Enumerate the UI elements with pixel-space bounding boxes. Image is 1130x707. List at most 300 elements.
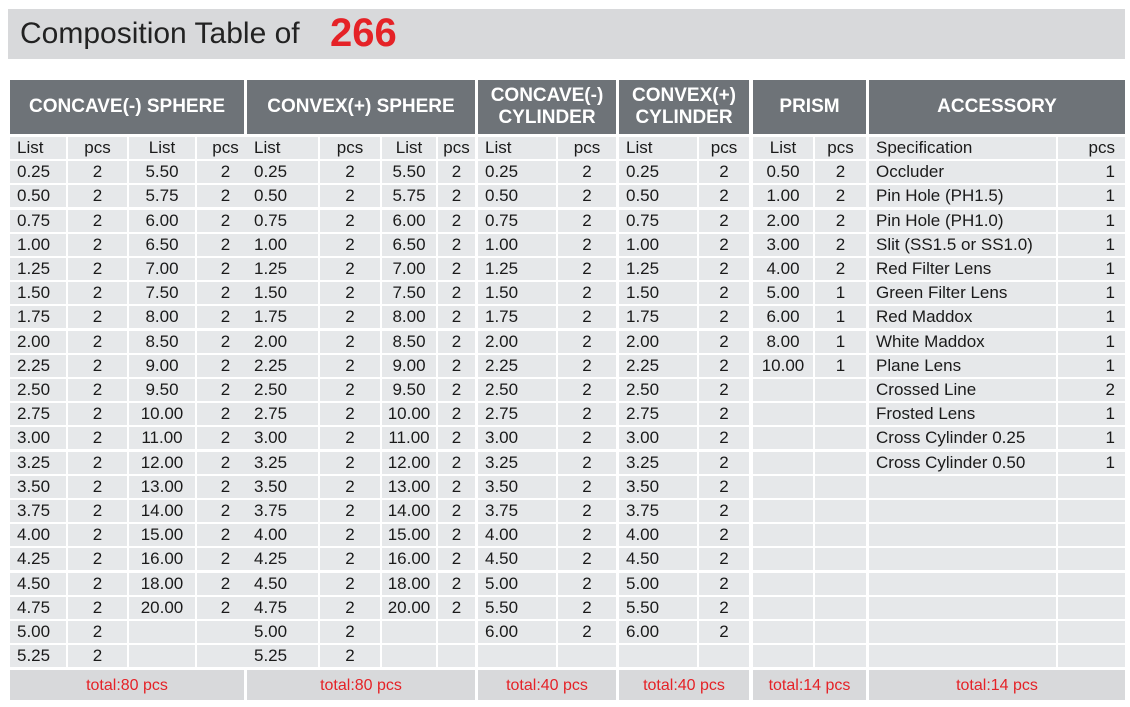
table-cell: 7.50 xyxy=(382,282,436,304)
table-cell: 1 xyxy=(1058,161,1125,183)
table-cell: 2 xyxy=(699,331,749,353)
table-cell: 2.75 xyxy=(10,403,66,425)
table-cell: 8.50 xyxy=(129,331,195,353)
table-cell: 2 xyxy=(197,331,254,353)
section-total: total:40 pcs xyxy=(619,670,749,700)
table-cell: 2 xyxy=(699,258,749,280)
table-cell: 2 xyxy=(699,597,749,619)
table-cell xyxy=(1058,476,1125,498)
table-cell: 2 xyxy=(699,210,749,232)
table-cell: 3.75 xyxy=(619,500,697,522)
table-cell: 2.50 xyxy=(247,379,318,401)
table-cell: 0.50 xyxy=(10,185,66,207)
table-cell: 2 xyxy=(68,476,127,498)
table-cell: 5.00 xyxy=(10,621,66,643)
table-cell: 2 xyxy=(68,331,127,353)
table-cell: 20.00 xyxy=(382,597,436,619)
table-cell xyxy=(815,379,866,401)
table-cell: 5.75 xyxy=(382,185,436,207)
table-cell: Pin Hole (PH1.0) xyxy=(869,210,1056,232)
column-header: pcs xyxy=(1058,137,1125,159)
page-title: Composition Table of xyxy=(20,17,300,50)
table-cell: 2 xyxy=(197,282,254,304)
table-cell: 1.75 xyxy=(478,306,556,328)
table-cell xyxy=(869,476,1056,498)
table-cell: 3.75 xyxy=(247,500,318,522)
table-cell: 2 xyxy=(197,234,254,256)
table-cell: 3.25 xyxy=(478,452,556,474)
table-cell: 12.00 xyxy=(129,452,195,474)
table-cell xyxy=(869,524,1056,546)
section-accessory xyxy=(869,80,1125,700)
table-cell xyxy=(1058,500,1125,522)
table-cell: 3.75 xyxy=(478,500,556,522)
table-cell: 2 xyxy=(320,234,380,256)
table-cell: 10.00 xyxy=(382,403,436,425)
table-cell: 2 xyxy=(558,161,616,183)
table-cell xyxy=(753,524,813,546)
table-cell: 2 xyxy=(197,524,254,546)
table-cell: 2 xyxy=(68,282,127,304)
table-cell: 11.00 xyxy=(129,427,195,449)
table-cell: 5.75 xyxy=(129,185,195,207)
table-cell: 2 xyxy=(68,621,127,643)
table-cell xyxy=(753,645,813,667)
section-header: CONVEX(+) SPHERE xyxy=(247,80,475,134)
table-cell: 1.00 xyxy=(619,234,697,256)
table-cell: 1 xyxy=(1058,306,1125,328)
table-cell xyxy=(815,500,866,522)
table-cell: 3.25 xyxy=(247,452,318,474)
table-cell: 2.75 xyxy=(619,403,697,425)
table-cell: 1 xyxy=(815,282,866,304)
table-cell: 0.50 xyxy=(247,185,318,207)
table-cell: 1 xyxy=(1058,185,1125,207)
section-total: total:14 pcs xyxy=(753,670,866,700)
table-cell: 2 xyxy=(438,476,475,498)
table-cell: 1 xyxy=(1058,355,1125,377)
table-cell: 2 xyxy=(438,258,475,280)
table-cell xyxy=(1058,524,1125,546)
table-cell: 2 xyxy=(320,452,380,474)
table-cell: 2 xyxy=(558,185,616,207)
table-cell: 3.25 xyxy=(10,452,66,474)
table-cell: 2 xyxy=(320,282,380,304)
table-cell: 2 xyxy=(68,645,127,667)
table-cell: 2 xyxy=(558,597,616,619)
table-cell: 2 xyxy=(320,185,380,207)
table-cell: 4.50 xyxy=(247,573,318,595)
table-cell: 2 xyxy=(815,161,866,183)
table-cell: 2 xyxy=(438,210,475,232)
table-cell: 9.00 xyxy=(382,355,436,377)
section-total: total:80 pcs xyxy=(247,670,475,700)
table-cell: 2 xyxy=(68,597,127,619)
table-cell: 6.00 xyxy=(382,210,436,232)
table-cell: 2.00 xyxy=(247,331,318,353)
table-cell: 2 xyxy=(197,573,254,595)
table-cell: 1 xyxy=(815,306,866,328)
table-cell: 1 xyxy=(1058,452,1125,474)
table-cell: 1 xyxy=(1058,234,1125,256)
table-cell: 2 xyxy=(438,379,475,401)
table-cell: 4.25 xyxy=(10,548,66,570)
table-cell: 2 xyxy=(320,427,380,449)
table-cell: 4.75 xyxy=(247,597,318,619)
table-cell: 2 xyxy=(320,258,380,280)
table-cell xyxy=(129,621,195,643)
section-header: CONCAVE(-) SPHERE xyxy=(10,80,244,134)
table-cell: 5.25 xyxy=(247,645,318,667)
table-cell: 2 xyxy=(68,210,127,232)
column-header: pcs xyxy=(438,137,475,159)
column-header: pcs xyxy=(197,137,254,159)
column-header: List xyxy=(129,137,195,159)
section-total: total:80 pcs xyxy=(10,670,244,700)
table-cell: 2 xyxy=(1058,379,1125,401)
table-cell: 2 xyxy=(320,355,380,377)
table-cell: 2 xyxy=(438,427,475,449)
table-cell: 1.00 xyxy=(10,234,66,256)
table-cell: 2 xyxy=(699,306,749,328)
table-cell: 2 xyxy=(197,548,254,570)
table-cell: 2 xyxy=(320,403,380,425)
table-cell: 1.25 xyxy=(478,258,556,280)
table-cell: 2 xyxy=(197,379,254,401)
column-header: pcs xyxy=(68,137,127,159)
section-concave-sphere xyxy=(10,80,244,700)
table-cell: 2 xyxy=(320,210,380,232)
table-cell: 2 xyxy=(68,185,127,207)
table-cell: 7.50 xyxy=(129,282,195,304)
table-cell xyxy=(815,427,866,449)
table-cell xyxy=(558,645,616,667)
table-cell: 2 xyxy=(320,306,380,328)
table-cell: 2 xyxy=(438,306,475,328)
table-cell: 8.00 xyxy=(382,306,436,328)
column-header: pcs xyxy=(558,137,616,159)
table-cell: 1.50 xyxy=(247,282,318,304)
table-cell: 4.00 xyxy=(247,524,318,546)
table-cell xyxy=(753,500,813,522)
table-cell xyxy=(619,645,697,667)
table-cell: 2 xyxy=(320,597,380,619)
table-cell: 2 xyxy=(197,427,254,449)
table-cell: 4.50 xyxy=(478,548,556,570)
column-header: Specification xyxy=(869,137,1056,159)
table-cell: 2.50 xyxy=(478,379,556,401)
table-cell: 4.75 xyxy=(10,597,66,619)
table-cell: 2 xyxy=(815,185,866,207)
table-cell xyxy=(438,645,475,667)
table-cell: 2 xyxy=(558,427,616,449)
table-cell: 4.00 xyxy=(753,258,813,280)
table-cell xyxy=(753,427,813,449)
table-cell: 13.00 xyxy=(129,476,195,498)
table-cell: 2 xyxy=(438,282,475,304)
table-cell: 13.00 xyxy=(382,476,436,498)
table-cell: 1 xyxy=(1058,282,1125,304)
table-cell: 3.00 xyxy=(753,234,813,256)
table-cell: 2 xyxy=(558,355,616,377)
table-cell xyxy=(753,621,813,643)
column-header: List xyxy=(10,137,66,159)
table-cell xyxy=(197,645,254,667)
table-cell xyxy=(753,403,813,425)
table-cell: 2.25 xyxy=(619,355,697,377)
table-cell: 1.50 xyxy=(10,282,66,304)
table-cell: Green Filter Lens xyxy=(869,282,1056,304)
table-cell: 5.50 xyxy=(382,161,436,183)
section-total: total:40 pcs xyxy=(478,670,616,700)
table-cell: 1.50 xyxy=(478,282,556,304)
table-cell xyxy=(753,452,813,474)
table-cell: 2 xyxy=(197,452,254,474)
table-cell: 2 xyxy=(320,573,380,595)
table-cell: 1 xyxy=(1058,258,1125,280)
table-cell: 1 xyxy=(815,355,866,377)
table-cell: 2 xyxy=(699,573,749,595)
table-cell: 2 xyxy=(699,427,749,449)
table-cell: 1.75 xyxy=(619,306,697,328)
table-cell xyxy=(753,476,813,498)
table-cell: 2 xyxy=(438,524,475,546)
table-cell xyxy=(129,645,195,667)
column-header: pcs xyxy=(320,137,380,159)
table-cell: 5.00 xyxy=(753,282,813,304)
table-cell: 18.00 xyxy=(129,573,195,595)
table-cell xyxy=(438,621,475,643)
table-cell xyxy=(1058,645,1125,667)
table-cell: 1 xyxy=(1058,403,1125,425)
column-header: pcs xyxy=(699,137,749,159)
table-cell xyxy=(753,597,813,619)
table-cell: 2 xyxy=(320,331,380,353)
table-cell: 2 xyxy=(438,234,475,256)
table-cell: 6.00 xyxy=(619,621,697,643)
table-cell: 2 xyxy=(68,306,127,328)
column-header: List xyxy=(619,137,697,159)
table-cell: 2 xyxy=(68,524,127,546)
table-cell: 5.00 xyxy=(247,621,318,643)
table-cell: 2 xyxy=(558,452,616,474)
table-cell: 5.25 xyxy=(10,645,66,667)
table-cell: 2 xyxy=(320,379,380,401)
section-total: total:14 pcs xyxy=(869,670,1125,700)
table-cell: 2 xyxy=(197,306,254,328)
table-cell: 2 xyxy=(197,500,254,522)
table-cell: 2 xyxy=(699,379,749,401)
table-cell: 5.50 xyxy=(129,161,195,183)
table-cell: 2 xyxy=(320,621,380,643)
table-cell: 2 xyxy=(699,452,749,474)
table-cell: 14.00 xyxy=(129,500,195,522)
table-cell xyxy=(815,597,866,619)
table-cell: 1 xyxy=(1058,427,1125,449)
table-cell: 3.75 xyxy=(10,500,66,522)
table-cell: 2.25 xyxy=(478,355,556,377)
table-cell: 2 xyxy=(68,452,127,474)
table-cell: 2 xyxy=(320,161,380,183)
column-header: List xyxy=(382,137,436,159)
section-concave-cylinder xyxy=(478,80,616,700)
table-cell: 2 xyxy=(699,476,749,498)
table-cell: 3.00 xyxy=(478,427,556,449)
table-cell: 1 xyxy=(1058,331,1125,353)
table-cell: 8.00 xyxy=(129,306,195,328)
table-cell: 2 xyxy=(699,621,749,643)
table-cell: 1.50 xyxy=(619,282,697,304)
column-header: List xyxy=(478,137,556,159)
table-cell: 11.00 xyxy=(382,427,436,449)
table-cell: 1.00 xyxy=(247,234,318,256)
table-cell: 4.00 xyxy=(619,524,697,546)
table-cell: 6.00 xyxy=(478,621,556,643)
table-cell xyxy=(753,379,813,401)
table-cell: 2 xyxy=(699,355,749,377)
table-cell: 6.00 xyxy=(753,306,813,328)
table-cell: 2.50 xyxy=(10,379,66,401)
table-cell: 5.00 xyxy=(478,573,556,595)
table-cell: 2 xyxy=(699,548,749,570)
table-cell: 9.50 xyxy=(129,379,195,401)
section-header: CONCAVE(-) CYLINDER xyxy=(478,80,616,134)
table-cell: 1.25 xyxy=(247,258,318,280)
table-cell: 2 xyxy=(438,403,475,425)
table-cell: 12.00 xyxy=(382,452,436,474)
table-cell: 2 xyxy=(197,210,254,232)
table-cell: 6.00 xyxy=(129,210,195,232)
table-cell xyxy=(869,597,1056,619)
table-cell: 2.00 xyxy=(478,331,556,353)
table-cell: 2 xyxy=(68,548,127,570)
table-cell: 2 xyxy=(558,524,616,546)
table-cell: 2 xyxy=(558,258,616,280)
table-cell: 2 xyxy=(68,161,127,183)
table-cell: 3.50 xyxy=(10,476,66,498)
table-cell: 2 xyxy=(197,185,254,207)
table-cell: 2 xyxy=(320,548,380,570)
table-cell: 18.00 xyxy=(382,573,436,595)
table-cell: 2 xyxy=(438,500,475,522)
table-cell xyxy=(753,548,813,570)
table-cell xyxy=(1058,621,1125,643)
table-cell: 2 xyxy=(197,355,254,377)
table-cell: 2 xyxy=(558,282,616,304)
table-cell: 15.00 xyxy=(382,524,436,546)
table-cell: Frosted Lens xyxy=(869,403,1056,425)
table-cell: 4.00 xyxy=(478,524,556,546)
table-cell: 2 xyxy=(558,234,616,256)
table-cell: 1.25 xyxy=(619,258,697,280)
section-header: ACCESSORY xyxy=(869,80,1125,134)
table-cell: 3.00 xyxy=(247,427,318,449)
table-cell: Plane Lens xyxy=(869,355,1056,377)
title-bar xyxy=(8,9,1125,59)
table-cell: 3.50 xyxy=(478,476,556,498)
table-cell: 2 xyxy=(699,403,749,425)
table-cell: 1.25 xyxy=(10,258,66,280)
column-header: List xyxy=(753,137,813,159)
table-cell: 0.25 xyxy=(619,161,697,183)
table-cell: 2 xyxy=(68,379,127,401)
table-cell: 0.25 xyxy=(10,161,66,183)
table-cell: 1.00 xyxy=(478,234,556,256)
table-cell: 3.00 xyxy=(10,427,66,449)
table-cell xyxy=(382,645,436,667)
table-cell: Cross Cylinder 0.50 xyxy=(869,452,1056,474)
table-cell: 6.50 xyxy=(129,234,195,256)
table-cell: 2 xyxy=(197,597,254,619)
table-cell: 2 xyxy=(815,234,866,256)
table-cell: 2.00 xyxy=(753,210,813,232)
table-cell: 2 xyxy=(699,234,749,256)
table-cell: 2 xyxy=(558,476,616,498)
table-cell: 5.50 xyxy=(478,597,556,619)
table-cell: 0.75 xyxy=(10,210,66,232)
table-cell: 2.75 xyxy=(478,403,556,425)
table-cell: 14.00 xyxy=(382,500,436,522)
table-cell: 0.75 xyxy=(619,210,697,232)
table-cell: Slit (SS1.5 or SS1.0) xyxy=(869,234,1056,256)
table-cell: Pin Hole (PH1.5) xyxy=(869,185,1056,207)
table-cell: 2 xyxy=(197,476,254,498)
section-header: PRISM xyxy=(753,80,866,134)
table-cell xyxy=(869,621,1056,643)
table-cell: 0.75 xyxy=(247,210,318,232)
table-cell: 2 xyxy=(320,645,380,667)
table-cell: 1.75 xyxy=(10,306,66,328)
table-cell: 15.00 xyxy=(129,524,195,546)
table-cell: 7.00 xyxy=(129,258,195,280)
table-cell: 2 xyxy=(320,500,380,522)
section-convex-cylinder xyxy=(619,80,749,700)
table-cell: Crossed Line xyxy=(869,379,1056,401)
table-cell: 2 xyxy=(68,403,127,425)
table-cell: 3.25 xyxy=(619,452,697,474)
table-cell xyxy=(197,621,254,643)
table-cell: 0.50 xyxy=(753,161,813,183)
table-cell xyxy=(815,573,866,595)
table-cell xyxy=(869,500,1056,522)
table-cell: 2 xyxy=(438,573,475,595)
table-cell xyxy=(815,548,866,570)
table-cell: 8.50 xyxy=(382,331,436,353)
table-cell: 7.00 xyxy=(382,258,436,280)
table-cell: 4.00 xyxy=(10,524,66,546)
column-header: pcs xyxy=(815,137,866,159)
table-cell: 2 xyxy=(699,161,749,183)
table-cell: 1 xyxy=(815,331,866,353)
table-cell: 2 xyxy=(558,621,616,643)
table-cell: 16.00 xyxy=(382,548,436,570)
table-cell: 3.00 xyxy=(619,427,697,449)
table-cell: 2 xyxy=(68,355,127,377)
table-cell: 2.00 xyxy=(10,331,66,353)
table-cell xyxy=(753,573,813,595)
table-cell: 4.50 xyxy=(619,548,697,570)
table-cell xyxy=(815,476,866,498)
table-cell: Cross Cylinder 0.25 xyxy=(869,427,1056,449)
table-cell: 9.50 xyxy=(382,379,436,401)
table-cell: 20.00 xyxy=(129,597,195,619)
table-cell: 2 xyxy=(558,306,616,328)
table-cell: 2 xyxy=(699,282,749,304)
table-cell xyxy=(1058,573,1125,595)
column-header: List xyxy=(247,137,318,159)
table-cell: 1.00 xyxy=(753,185,813,207)
table-cell: 0.75 xyxy=(478,210,556,232)
